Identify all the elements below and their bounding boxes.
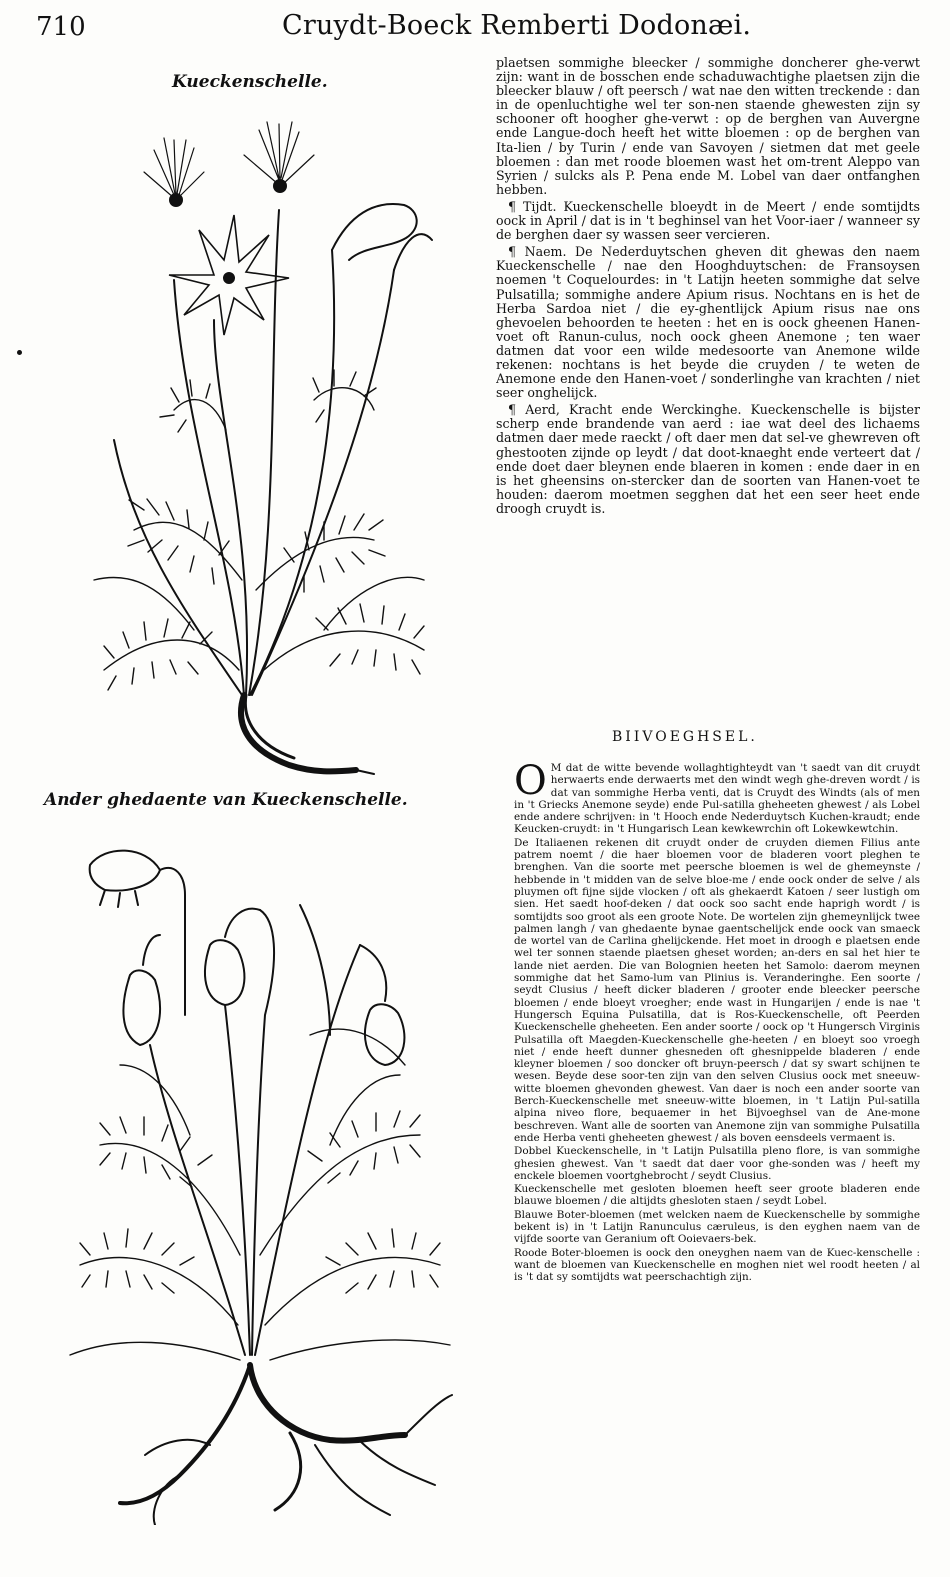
paragraph: Kueckenschelle met gesloten bloemen heeft seer groote bladeren ende blauwe bloemen / die altijdts ghesloten staen / seydt Lobel. bbox=[514, 1183, 920, 1208]
paragraph: ¶ Aerd, Kracht ende Werckinghe. Kueckenschelle is bijster scherp ende brandende van aerd : iae wat deel des lichaems datmen daer mede raeckt / oft daer men dat sel-ve ghewreven oft ghestooten zijnde op leydt / dat doot-knaeght ende verteert dat / ende doet daer bleynen ende blaeren in komen : ende daer in en is het gheensins on-stercker dan de soorten van Hanen-voet te houden: daerom moetmen segghen dat het een seer heet ende droogh cruydt is. bbox=[496, 402, 920, 516]
drop-capital: O bbox=[514, 762, 547, 804]
paragraph: plaetsen sommighe bleecker / sommighe doncherer ghe-verwt zijn: want in de bosschen ende schaduwachtighe plaetsen zijn die bleecker blauw / oft peersch / wat nae den witten treckende : dan in de openluchtighe wel ter son-nen staende ghewesten zijn sy schooner oft hoogher ghe-verwt : op de berghen van Auvergne ende Langue-doch heeft het witte bloemen : op de berghen van Ita-lien / by Turin / ende van Savoyen / sietmen dat met geele bloemen : dan met roode bloemen wast het om-trent Aleppo van Syrien / sulcks als P. Pena ende M. Lobel van daer ontfanghen hebben. bbox=[496, 56, 920, 197]
paragraph: De Italiaenen rekenen dit cruydt onder de cruyden diemen Filius ante patrem noemt / die haer bloemen voor de bladeren voort pleghen te brenghen. Van die soorte met peersche bloemen is wel de ghemeynste / hebbende in 't midden van de selve bloe-me / ende oock onder de selve / als pluymen oft fijne sijde vlocken / oft als ghekaerdt Katoen / seer lustigh om sien. Het saedt hoof-deken / dat oock soo sacht ende haprigh wordt / is somtijdts soo groot als een groote Note. De wortelen zijn ghemeynlijck twee palmen langh / van ghedaente bynae gaentschelijck ende oock van smaeck de wortel van de Carlina ghelijckende. Het moet in droogh e plaetsen ende wel ter sonnen staende plaetsen gheset worden; an-ders en sal het hier te lande niet aerden. Die van Bolognien heeten het Samolo: daerom meynen sommighe dat het Samo-lum van Plinius is. Veranderinghe. Een soorte / seydt Clusius / heeft dicker bladeren / grooter ende bleecker peersche bloemen / ende bloeyt vroegher; ende wast in Hungarijen / ende is nae 't Hungersch Equina Pulsatilla, dat is Ros-Kueckenschelle, oft Peerden Kueckenschelle gheheeten. Een ander soorte / oock op 't Hungersch Virginis Pulsatilla oft Maegden-Kueckenschelle ghe-heeten / en bloeyt soo vroegh niet / ende heeft dunner ghesneden oft ghesnippelde bladeren / ende kleyner bloemen / soo doncker oft bruyn-peersch / dat sy swart schijnen te wesen. Beyde dese soor-ten zijn van den selven Clusius oock met sneeuw-witte bloemen ghevonden ghewest. Van daer is noch een ander soorte van Berch-Kueckenschelle met sneeuw-witte bloemen, in 't Latijn Pul-satilla alpina niveo flore, bequaemer in het Bijvoeghsel van de Ane-mone beschreven. Want alle de soorten van Anemone zijn van sommighe Pulsatilla ende Herba venti gheheeten ghewest / als boven eensdeels vermaent is. bbox=[514, 836, 920, 1144]
pasque-flower-woodcut-1 bbox=[74, 110, 454, 780]
text-column-right bbox=[496, 56, 920, 706]
margin-mark bbox=[17, 350, 22, 355]
paragraph: ¶ Tijdt. Kueckenschelle bloeydt in de Meert / ende somtijdts oock in April / dat is in 't beghinsel van het Voor-iaer / wanneer sy de berghen daer sy wassen seer vercieren. bbox=[496, 198, 920, 243]
paragraph: ¶ Naem. De Nederduytschen gheven dit ghewas den naem Kueckenschelle / nae den Hooghduytschen: de Fransoysen noemen 't Coquelourdes: in 't Latijn heeten sommighe dat selve Pulsatilla; sommighe andere Apium risus. Nochtans en is het de Herba Sardoa niet / die ey-ghentlijck Apium risus nae ons ghevoelen behoorden te heeten : het en is oock gheenen Hanen-voet oft Ranun-culus, noch oock gheen Anemone ; ten waer datmen dat voor een wilde medesoorte van Anemone wilde rekenen: nochtans is het beyde die cruyden / te weten de Anemone ende den Hanen-voet / sonderlinghe van krachten / niet seer onghelijck. bbox=[496, 244, 920, 401]
running-title: Cruydt-Boeck Remberti Dodonæi. bbox=[282, 10, 752, 41]
paragraph bbox=[514, 762, 920, 836]
page-number: 710 bbox=[36, 12, 86, 42]
section-heading: BIIVOEGHSEL. bbox=[612, 729, 758, 745]
description-section bbox=[496, 56, 920, 706]
figure-caption-2: Ander ghedaente van Kueckenschelle. bbox=[44, 790, 408, 810]
pasque-flower-woodcut-2 bbox=[60, 835, 460, 1525]
paragraph-text: M dat de witte bevende wollaghtighteydt van 't saedt van dit cruydt herwaerts ende derwaerts met den windt wegh ghe-dreven wordt / is dat van sommighe Herba venti, dat is Cruydt des Windts (als of men in 't Griecks Anemone seyde) ende Pul-satilla gheheeten ghewest / als Lobel ende andere schrijven: in 't Hooch ende Nederduytsch Kuchen-kraudt; ende Keucken-cruydt: in 't Hungarisch Lean kewkewrchin oft Lokewkewtchin. bbox=[514, 762, 920, 836]
paragraph: Dobbel Kueckenschelle, in 't Latijn Pulsatilla pleno flore, is van sommighe ghesien ghewest. Van 't saedt dat daer voor ghe-sonden was / heeft my enckele bloemen voortghebrocht / seydt Clusius. bbox=[514, 1145, 920, 1182]
figure-caption-1: Kueckenschelle. bbox=[172, 72, 328, 92]
paragraph: Roode Boter-bloemen is oock den oneyghen naem van de Kuec-kenschelle : want de bloemen van Kueckenschelle en moghen niet wel roodt heeten / al is 't dat sy somtijdts wat peerschachtigh zijn. bbox=[514, 1246, 920, 1284]
paragraph: Blauwe Boter-bloemen (met welcken naem de Kueckenschelle by sommighe bekent is) in 't Latijn Ranunculus cæruleus, is den eyghen naem van de vijfde soorte van Geranium oft Ooievaers-bek. bbox=[514, 1208, 920, 1246]
addendum-column bbox=[514, 762, 920, 1512]
